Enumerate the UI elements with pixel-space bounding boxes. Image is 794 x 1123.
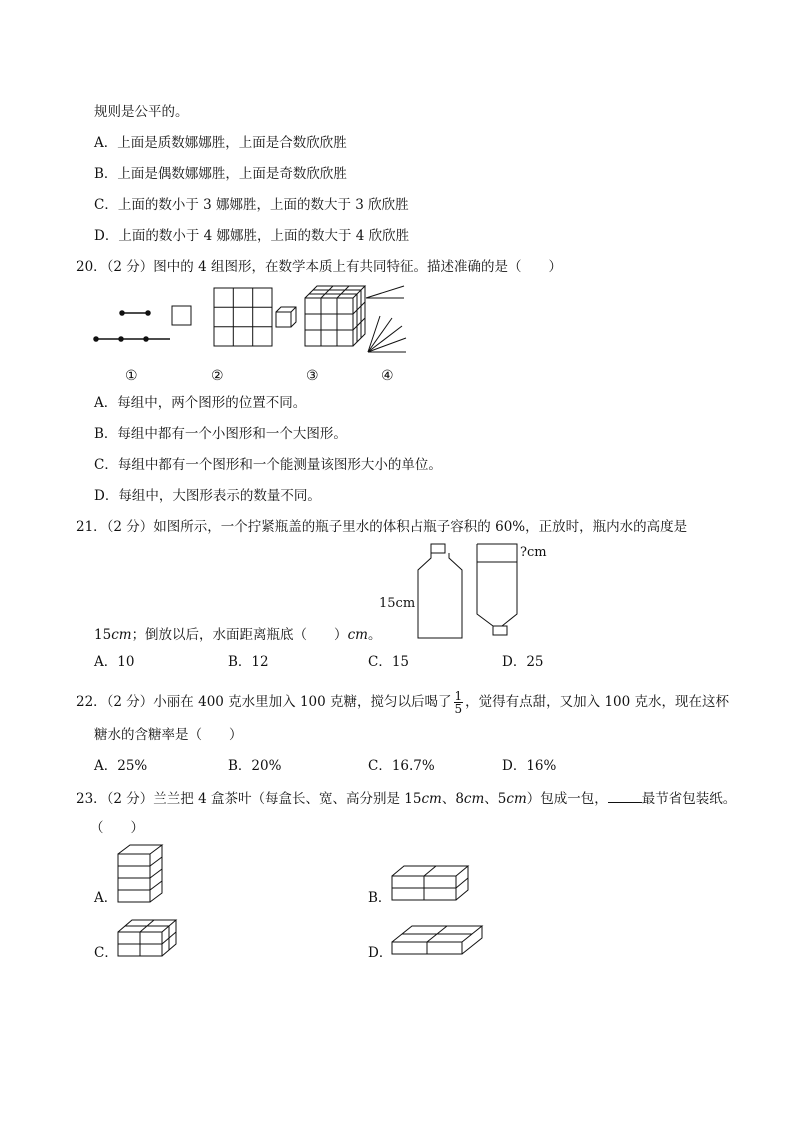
q23-unit-2: cm (463, 791, 485, 807)
q22-option-b[interactable]: B．20% (228, 758, 282, 774)
q21-stem: 21．（2 分）如图所示，一个拧紧瓶盖的瓶子里水的体积占瓶子容积的 60%，正放时，瓶内水的高度是 (76, 519, 688, 535)
label-question-cm: ?cm (520, 545, 547, 560)
q22-stem-post: ，觉得有点甜，又加入 100 克水，现在这杯 (465, 694, 730, 710)
q21-option-b[interactable]: B．12 (228, 654, 269, 670)
option-d-arrangement (392, 926, 482, 954)
q19-option-b[interactable]: B．上面是偶数娜娜胜，上面是奇数欣欣胜 (94, 166, 347, 182)
q23-option-a[interactable]: A． (94, 890, 118, 906)
q19-option-a[interactable]: A．上面是质数娜娜胜，上面是合数欣欣胜 (94, 135, 347, 151)
q22-frac-num: 1 (454, 689, 463, 703)
q22-stem-pre: 22．（2 分）小丽在 400 克水里加入 100 克糖，搅匀以后喝了 (76, 694, 452, 710)
option-c-arrangement (118, 920, 176, 956)
q23-unit-3: cm (506, 791, 527, 807)
q23-sep-2: 、5 (484, 791, 507, 807)
q20-option-a[interactable]: A．每组中，两个图形的位置不同。 (94, 395, 307, 411)
q22-continuation: 糖水的含糖率是（ ） (94, 727, 243, 743)
q23-unit-1: cm (421, 791, 442, 807)
q23-option-c[interactable]: C． (94, 945, 118, 961)
q19-option-d[interactable]: D．上面的数小于 4 娜娜胜，上面的数大于 4 欣欣胜 (94, 228, 410, 244)
q21-option-a[interactable]: A．10 (94, 654, 135, 670)
option-a-stack (118, 845, 162, 902)
q20-option-b[interactable]: B．每组中都有一个小图形和一个大图形。 (94, 426, 347, 442)
q21-end: 。 (367, 627, 382, 643)
q21-mid: ；倒放以后，水面距离瓶底（ ） (131, 627, 348, 643)
q20-label-1: ① (125, 368, 138, 384)
q22-option-c[interactable]: C．16.7% (368, 758, 435, 774)
q23-option-d[interactable]: D． (368, 945, 393, 961)
q19-continuation: 规则是公平的。 (94, 104, 189, 120)
q23-stem-end: 最节省包装纸。 (641, 791, 737, 807)
q22-option-a[interactable]: A．25% (94, 758, 148, 774)
q20-stem: 20．（2 分）图中的 4 组图形，在数学本质上有共同特征。描述准确的是（ ） (76, 259, 562, 275)
q20-label-4: ④ (381, 368, 394, 384)
q21-unit: cm (111, 627, 132, 643)
q23-stem-post: ）包成一包， (526, 791, 608, 807)
q22-option-d[interactable]: D．16% (502, 758, 557, 774)
q23-paren: （ ） (90, 820, 144, 836)
q20-option-c[interactable]: C．每组中都有一个图形和一个能测量该图形大小的单位。 (94, 457, 442, 473)
q23-stem-pre: 23．（2 分）兰兰把 4 盒茶叶（每盒长、宽、高分别是 15 (76, 791, 422, 807)
q21-num: 15 (94, 627, 112, 643)
q19-option-c[interactable]: C．上面的数小于 3 娜娜胜，上面的数大于 3 欣欣胜 (94, 197, 409, 213)
q23-sep-1: 、8 (441, 791, 464, 807)
q21-option-c[interactable]: C．15 (368, 654, 410, 670)
q20-option-d[interactable]: D．每组中，大图形表示的数量不同。 (94, 488, 321, 504)
q20-label-2: ② (211, 368, 224, 384)
q21-option-d[interactable]: D．25 (502, 654, 544, 670)
q20-label-3: ③ (306, 368, 319, 384)
q21-unit2: cm (347, 627, 368, 643)
q23-option-b[interactable]: B． (368, 890, 392, 906)
option-b-arrangement (392, 866, 468, 900)
label-15cm: 15cm (379, 596, 416, 611)
q22-frac-den: 5 (454, 702, 463, 716)
